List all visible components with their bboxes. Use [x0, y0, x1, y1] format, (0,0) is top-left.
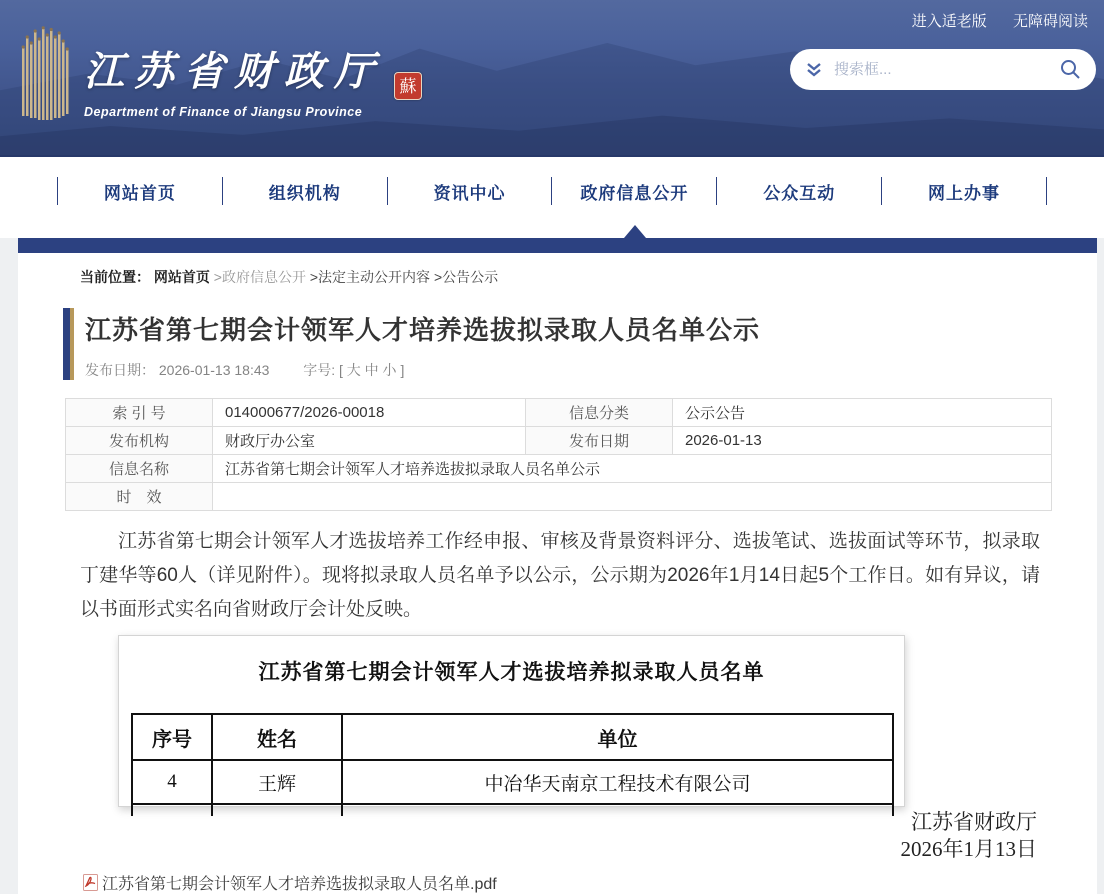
- content-panel: [18, 238, 1097, 894]
- signature-date: 2026年1月13日: [900, 837, 1037, 861]
- breadcrumb-statutory[interactable]: >法定主动公开内容: [309, 269, 431, 285]
- nav-item-organization[interactable]: 组织机构: [268, 183, 341, 203]
- table-row: [66, 483, 1052, 511]
- cell-employer: 中冶华天南京工程技术有限公司: [342, 760, 893, 804]
- breadcrumb-home[interactable]: 网站首页: [153, 269, 210, 285]
- attachment-pdf-text[interactable]: 江苏省第七期会计领军人才培养选拔拟录取人员名单.pdf: [102, 876, 497, 893]
- attachment-doc-title: 江苏省第七期会计领军人才选拔培养拟录取人员名单: [258, 660, 765, 684]
- meta-label-index: 索 引 号: [66, 399, 213, 427]
- site-header: [0, 0, 1104, 157]
- table-row: [132, 760, 893, 804]
- pdf-file-icon: [83, 874, 98, 891]
- meta-label-name: 信息名称: [66, 455, 213, 483]
- publish-line: [85, 360, 760, 380]
- site-brand[interactable]: [20, 26, 384, 121]
- nav-item-gov-info[interactable]: 政府信息公开: [580, 183, 689, 203]
- meta-label-validity: 时 效: [66, 483, 213, 511]
- meta-value-name: 江苏省第七期会计领军人才培养选拔拟录取人员名单公示: [213, 455, 1052, 483]
- meta-value-validity: [213, 483, 1052, 511]
- signature-org: 江苏省财政厅: [911, 810, 1037, 834]
- active-tab-indicator: [624, 225, 646, 238]
- meta-label-publisher: 发布机构: [66, 427, 213, 455]
- document-meta-table: [65, 398, 1052, 511]
- meta-label-category: 信息分类: [526, 399, 673, 427]
- title-accent-bar: [63, 308, 74, 380]
- breadcrumb-gov-info[interactable]: >政府信息公开: [213, 269, 306, 285]
- table-row: [66, 427, 1052, 455]
- main-nav: [0, 157, 1104, 238]
- meta-label-pubdate: 发布日期: [526, 427, 673, 455]
- nav-divider: [1046, 177, 1047, 205]
- publish-date-value: 2026-01-13 18:43: [158, 362, 270, 378]
- chevron-double-down-icon[interactable]: [804, 60, 824, 80]
- nav-item-interaction[interactable]: 公众互动: [763, 183, 836, 203]
- meta-value-publisher: 财政厅办公室: [213, 427, 526, 455]
- brand-text: [84, 40, 384, 119]
- table-header-row: [132, 714, 893, 760]
- search-icon[interactable]: [1059, 58, 1082, 81]
- fontsize-label: 字号:: [303, 362, 336, 378]
- logo-pipes-icon: [20, 26, 72, 121]
- nav-item-online-service[interactable]: 网上办事: [928, 183, 1001, 203]
- table-row: [66, 455, 1052, 483]
- col-header-employer: 单位: [342, 714, 893, 760]
- breadcrumb-notices[interactable]: >公告公示: [433, 269, 499, 285]
- title-body: [85, 308, 760, 380]
- admitted-list-table: [131, 713, 894, 816]
- meta-value-index: 014000677/2026-00018: [213, 399, 526, 427]
- meta-value-pubdate: 2026-01-13: [673, 427, 1052, 455]
- breadcrumb: [18, 253, 1097, 287]
- nav-item-news[interactable]: 资讯中心: [433, 183, 506, 203]
- accessibility-link[interactable]: 无障碍阅读: [1012, 13, 1088, 30]
- publish-date-label: 发布日期：: [85, 362, 155, 378]
- utility-links: [890, 10, 1088, 31]
- site-title-en: Department of Finance of Jiangsu Province: [84, 105, 363, 119]
- content-top-bar: [18, 238, 1097, 253]
- site-title-cn: 江苏省财政厅: [84, 49, 384, 94]
- cell-name: 王辉: [212, 760, 342, 804]
- fontsize-controls[interactable]: [ 大 中 小 ]: [339, 362, 405, 378]
- attachment-pdf-link[interactable]: [83, 871, 1097, 894]
- signature-block: [18, 809, 1037, 863]
- meta-value-category: 公示公告: [673, 399, 1052, 427]
- nav-item-home[interactable]: 网站首页: [103, 183, 176, 203]
- breadcrumb-label: 当前位置：: [80, 269, 150, 285]
- attachment-image: [118, 635, 905, 807]
- col-header-name: 姓名: [212, 714, 342, 760]
- search-bar: [790, 49, 1096, 90]
- search-input[interactable]: [834, 61, 1049, 78]
- page-title: 江苏省第七期会计领军人才培养选拔拟录取人员名单公示: [85, 315, 761, 345]
- article-header: [63, 308, 1040, 380]
- elderly-version-link[interactable]: 进入适老版: [911, 13, 987, 30]
- article-body-paragraph: 江苏省第七期会计领军人才选拔培养工作经申报、审核及背景资料评分、选拔笔试、选拔面试等环节，拟录取丁建华等60人（详见附件）。现将拟录取人员名单予以公示，公示期为2026年1月14日起5个工作日。如有异议，请以书面形式实名向省财政厅会计处反映。: [80, 531, 1040, 620]
- jiangsu-seal-icon: 蘇: [394, 72, 422, 100]
- table-row: [66, 399, 1052, 427]
- col-header-no: 序号: [132, 714, 212, 760]
- nav-items: [57, 157, 1047, 225]
- cell-no: 4: [132, 760, 212, 804]
